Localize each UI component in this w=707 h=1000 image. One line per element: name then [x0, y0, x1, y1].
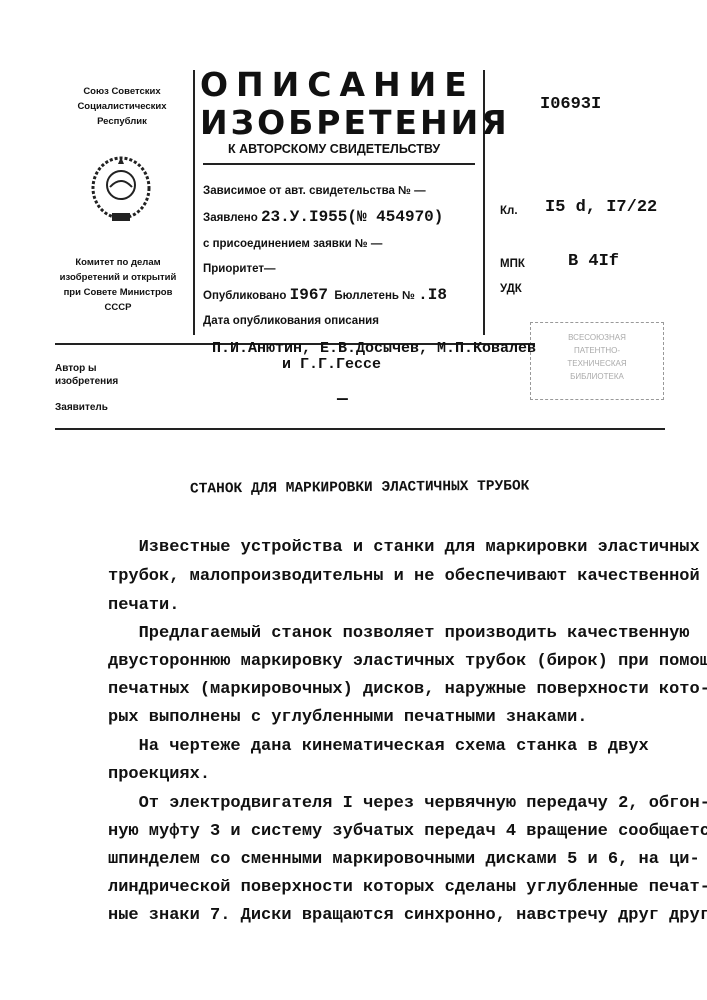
- author-label: [55, 362, 118, 388]
- committee-line: Комитет по делам: [48, 255, 188, 270]
- stamp-line: БИБЛИОТЕКА: [531, 370, 663, 383]
- class-value: I5 d, I7/22: [545, 198, 657, 217]
- body-line: рых выполнены с углубленными печатными знаками.: [108, 708, 587, 727]
- stamp-line: ВСЕСОЮЗНАЯ: [531, 331, 663, 344]
- committee-name: [48, 255, 188, 315]
- field-value: —: [264, 263, 276, 275]
- joined-field: [203, 238, 382, 250]
- dependent-field: [203, 185, 426, 197]
- union-line: Республик: [62, 114, 182, 129]
- body-line: печати.: [108, 596, 179, 615]
- ussr-emblem-icon: [88, 155, 154, 225]
- body-line: проекциях.: [108, 765, 210, 784]
- field-value: I967: [290, 286, 328, 304]
- union-line: Союз Советских: [62, 84, 182, 99]
- patent-page: [0, 0, 707, 1000]
- field-value: —: [414, 185, 426, 197]
- label-line: изобретения: [55, 375, 118, 388]
- committee-line: СССР: [48, 300, 188, 315]
- patent-number: I0693I: [540, 95, 601, 114]
- body-line: Предлагаемый станок позволяет производить качественную: [108, 624, 690, 643]
- body-line: печатных (маркировочных) дисков, наружные поверхности кото-: [108, 680, 707, 699]
- body-line: шпинделем со сменными маркировочными дисками 5 и 6, на ци-: [108, 850, 700, 869]
- committee-line: при Совете Министров: [48, 285, 188, 300]
- divider: [203, 163, 475, 165]
- field-label: Бюллетень №: [334, 290, 415, 302]
- divider: [193, 70, 195, 335]
- description-date-field: Дата опубликования описания: [203, 315, 379, 327]
- body-line: трубок, малопроизводительны и не обеспечивают качественной: [108, 567, 700, 586]
- mpk-value: B 4If: [568, 252, 619, 271]
- body-line: ную муфту 3 и систему зубчатых передач 4 вращение сообщается: [108, 822, 707, 841]
- title-line-1: ОПИСАНИЕ: [200, 66, 475, 104]
- stamp-line: ПАТЕНТНО-: [531, 344, 663, 357]
- field-label: Опубликовано: [203, 290, 286, 302]
- body-line: На чертеже дана кинематическая схема станка в двух: [108, 737, 649, 756]
- authors-line-1: П.И.Анютин, Е.В.Досычев, М.П.Ковалев: [212, 340, 536, 357]
- applicant-label: Заявитель: [55, 400, 108, 415]
- field-label: Приоритет: [203, 263, 264, 275]
- divider: [55, 428, 665, 430]
- field-label: с присоединением заявки №: [203, 238, 368, 250]
- field-value: —: [371, 238, 383, 250]
- body-line: линдрической поверхности которых сделаны углубленные печат-: [108, 878, 707, 897]
- title-line-2: ИЗОБРЕТЕНИЯ: [200, 104, 510, 142]
- class-label: Кл.: [500, 205, 518, 217]
- field-label: Заявлено: [203, 212, 258, 224]
- authors-line-2: и Г.Г.Гессе: [282, 356, 381, 373]
- body-line: двустороннюю маркировку эластичных трубок (бирок) при помощи: [108, 652, 707, 671]
- field-value: .I8: [418, 286, 447, 304]
- filed-field: [203, 208, 443, 226]
- field-value: 23.У.I955(№ 454970): [261, 208, 443, 226]
- udk-label: УДК: [500, 283, 522, 295]
- committee-line: изобретений и открытий: [48, 270, 188, 285]
- applicant-value: —: [337, 390, 348, 410]
- published-field: [203, 286, 447, 304]
- body-line: ные знаки 7. Диски вращаются синхронно, навстречу друг другу,: [108, 906, 707, 925]
- union-line: Социалистических: [62, 99, 182, 114]
- priority-field: [203, 263, 276, 275]
- document-title: СТАНОК ДЛЯ МАРКИРОВКИ ЭЛАСТИЧНЫХ ТРУБОК: [190, 479, 529, 498]
- label-line: Автор ы: [55, 362, 118, 375]
- body-line: Известные устройства и станки для маркировки эластичных: [108, 538, 700, 557]
- subtitle: К АВТОРСКОМУ СВИДЕТЕЛЬСТВУ: [228, 142, 440, 156]
- body-line: От электродвигателя I через червячную передачу 2, обгон-: [108, 794, 707, 813]
- union-name: [62, 84, 182, 129]
- library-stamp: [530, 322, 664, 400]
- mpk-label: МПК: [500, 258, 525, 270]
- field-label: Зависимое от авт. свидетельства №: [203, 185, 411, 197]
- stamp-line: ТЕХНИЧЕСКАЯ: [531, 357, 663, 370]
